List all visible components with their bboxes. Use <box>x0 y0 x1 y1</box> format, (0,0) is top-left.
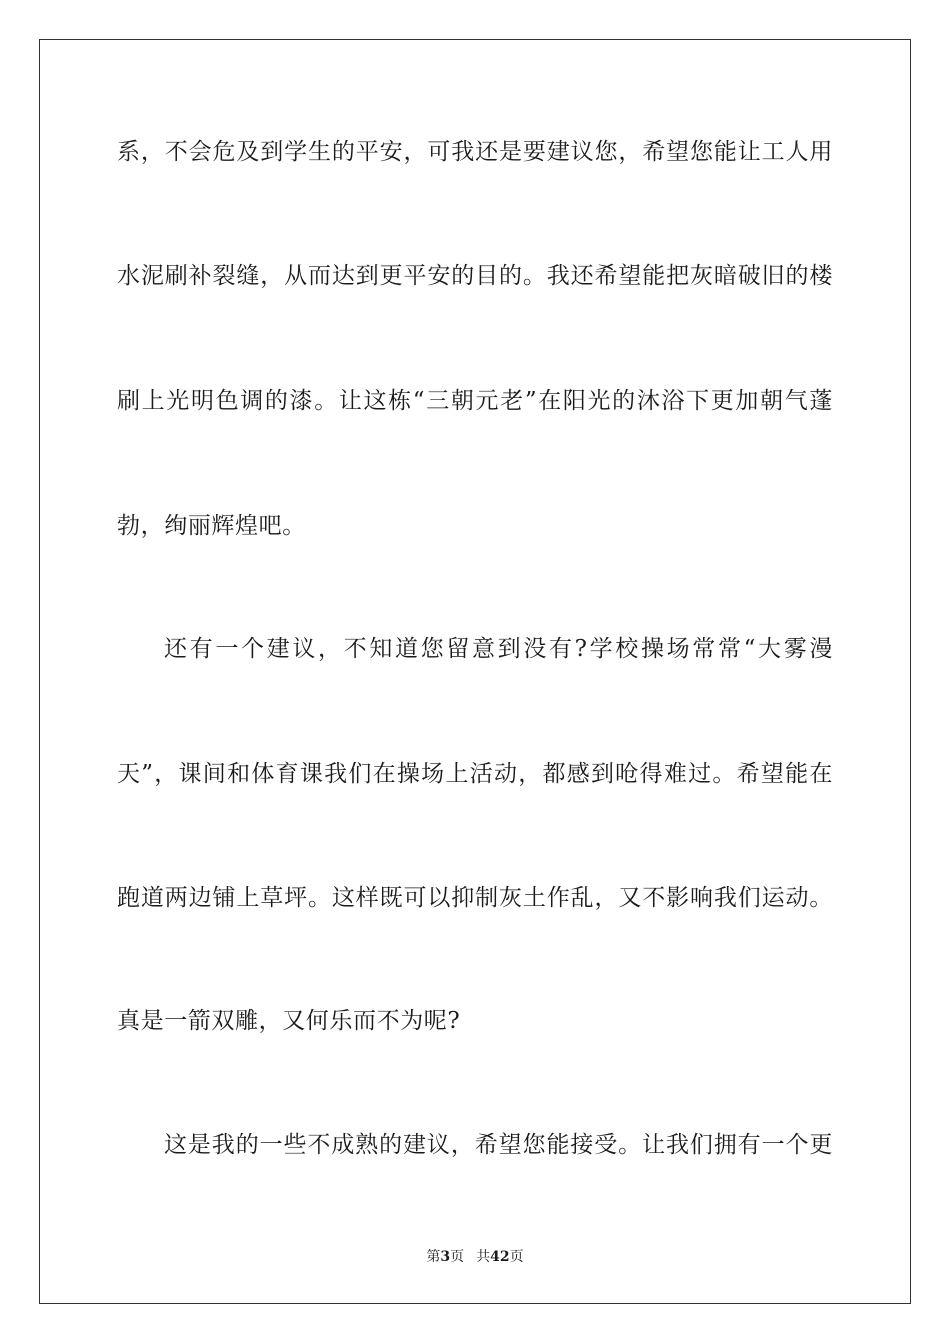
text-line: 真是一箭双雕，又何乐而不为呢? <box>117 1008 461 1034</box>
text-line: 跑道两边铺上草坪。这样既可以抑制灰土作乱，又不影响我们运动。 <box>117 885 833 911</box>
page-border <box>39 39 911 1304</box>
text-line: 刷上光明色调的漆。让这栋“三朝元老”在阳光的沐浴下更加朝气蓬 <box>117 388 833 414</box>
paragraph-start-line: 这是我的一些不成熟的建议，希望您能接受。让我们拥有一个更 <box>164 1132 833 1158</box>
text-line: 天”，课间和体育课我们在操场上活动，都感到呛得难过。希望能在 <box>117 761 833 787</box>
total-prefix: 共 <box>476 1249 491 1265</box>
page-footer <box>0 1248 950 1266</box>
text-line: 勃，绚丽辉煌吧。 <box>117 513 306 539</box>
text-line: 系，不会危及到学生的平安，可我还是要建议您，希望您能让工人用 <box>117 139 833 165</box>
total-pages: 42 <box>490 1249 510 1265</box>
page-number: 3 <box>440 1249 451 1265</box>
total-suffix: 页 <box>509 1249 524 1265</box>
text-line: 水泥刷补裂缝，从而达到更平安的目的。我还希望能把灰暗破旧的楼 <box>117 263 833 289</box>
page-suffix: 页 <box>450 1249 465 1265</box>
paragraph-start-line: 还有一个建议，不知道您留意到没有?学校操场常常“大雾漫 <box>164 636 833 662</box>
page-prefix: 第 <box>426 1249 441 1265</box>
